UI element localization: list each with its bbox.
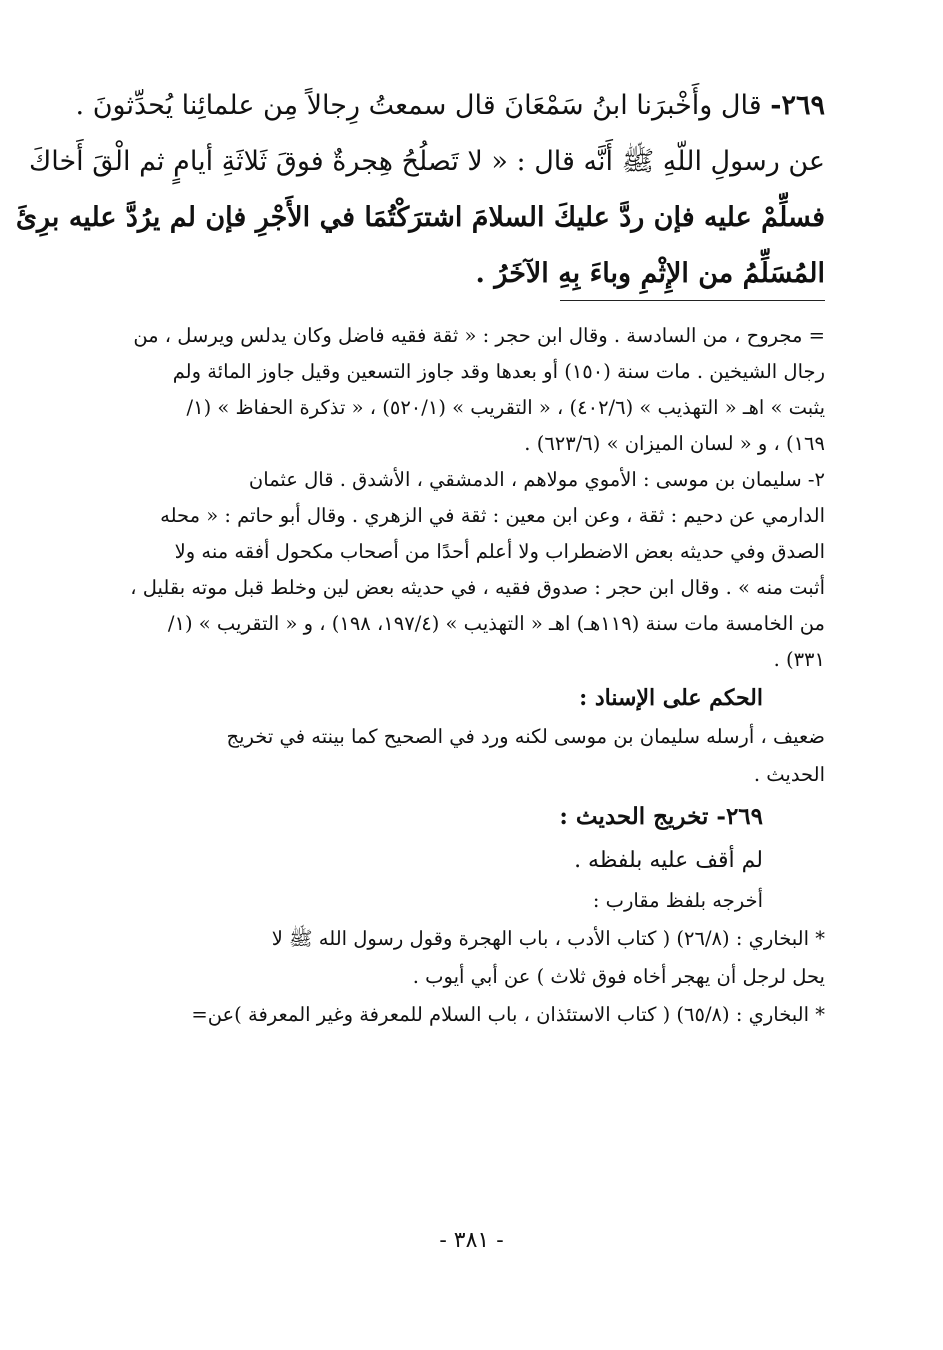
page-number: - ٣٨١ -	[439, 1228, 504, 1253]
hadith-line: عن رسولِ اللّهِ ﷺ أَنَّه قال : « لا تَصلُحُ هِجرةٌ فوقَ ثَلاثَةِ أيامٍ ثم الْقَ أَخاكَ	[28, 146, 825, 177]
footnote-line: رجال الشيخين . مات سنة (١٥٠) أو بعدها وقد جاوز التسعين وقيل جاوز المائة ولم	[172, 360, 825, 383]
footnote-line: ٣٣١) .	[773, 648, 825, 671]
footnote-line: يثبت » اهـ « التهذيب » (٤٠٢/٦) ، « التقريب » (٥٢٠/١) ، « تذكرة الحفاظ » (١/	[186, 396, 825, 419]
hadith-number: ٢٦٩-	[770, 90, 825, 121]
takhrij-source: * البخاري : (٢٦/٨) ( كتاب الأدب ، باب الهجرة وقول رسول الله ﷺ لا	[271, 927, 825, 950]
footnote-line: ١٦٩) ، و « لسان الميزان » (٦٢٣/٦) .	[524, 432, 825, 455]
hadith-line: فسلِّمْ عليه فإن ردَّ عليكَ السلامَ اشترَكْتُمَا في الأَجْرِ فإن لم يرُدَّ عليه برِئَ	[15, 202, 825, 233]
footnote-line: أثبت منه » . وقال ابن حجر : صدوق فقيه ، في حديثه بعض لين وخلط قبل موته بقليل ،	[130, 576, 825, 599]
footnotes	[120, 318, 825, 1034]
takhrij-source: * البخاري : (٦٥/٨) ( كتاب الاستئذان ، باب السلام للمعرفة وغير المعرفة )عن=	[191, 1003, 825, 1026]
ruling-line: الحديث .	[753, 763, 825, 786]
takhrij-line: لم أقف عليه بلفظه .	[574, 848, 763, 873]
hadith-line: ٢٦٩- قال وأَخْبرَنا ابنُ سَمْعَانَ قال سمعتُ رِجالاً مِن علمائِنا يُحدِّثونَ .	[75, 90, 825, 121]
ruling-heading: الحكم على الإسناد :	[579, 685, 763, 711]
takhrij-line: أخرجه بلفظ مقارب :	[592, 889, 763, 912]
takhrij-heading: ٢٦٩- تخريج الحديث :	[559, 803, 763, 830]
takhrij-source: يحل لرجل أن يهجر أخاه فوق ثلاث ) عن أبي أيوب .	[412, 965, 825, 988]
footnote-line: ٢- سليمان بن موسى : الأموي مولاهم ، الدمشقي ، الأشدق . قال عثمان	[248, 468, 825, 491]
ruling-line: ضعيف ، أرسله سليمان بن موسى لكنه ورد في الصحيح كما بينته في تخريج	[226, 725, 825, 748]
footnote-line: الصدق وفي حديثه بعض الاضطراب ولا أعلم أحدًا من أصحاب مكحول أفقه منه ولا	[174, 540, 825, 563]
footnote-divider	[560, 300, 825, 301]
footnote-line: الدارمي عن دحيم : ثقة ، وعن ابن معين : ثقة في الزهري . وقال أبو حاتم : « محله	[160, 504, 825, 527]
footnote-line: = مجروح ، من السادسة . وقال ابن حجر : « ثقة فقيه فاضل وكان يدلس ويرسل ، من	[133, 324, 825, 347]
footnote-line: من الخامسة مات سنة (١١٩هـ) اهـ « التهذيب » (١٩٧/٤، ١٩٨) ، و « التقريب » (١/	[167, 612, 825, 635]
hadith-text	[15, 78, 825, 302]
hadith-line: المُسَلِّمُ من الإِثْمِ وباءَ بِهِ الآخَرُ .	[475, 258, 825, 289]
